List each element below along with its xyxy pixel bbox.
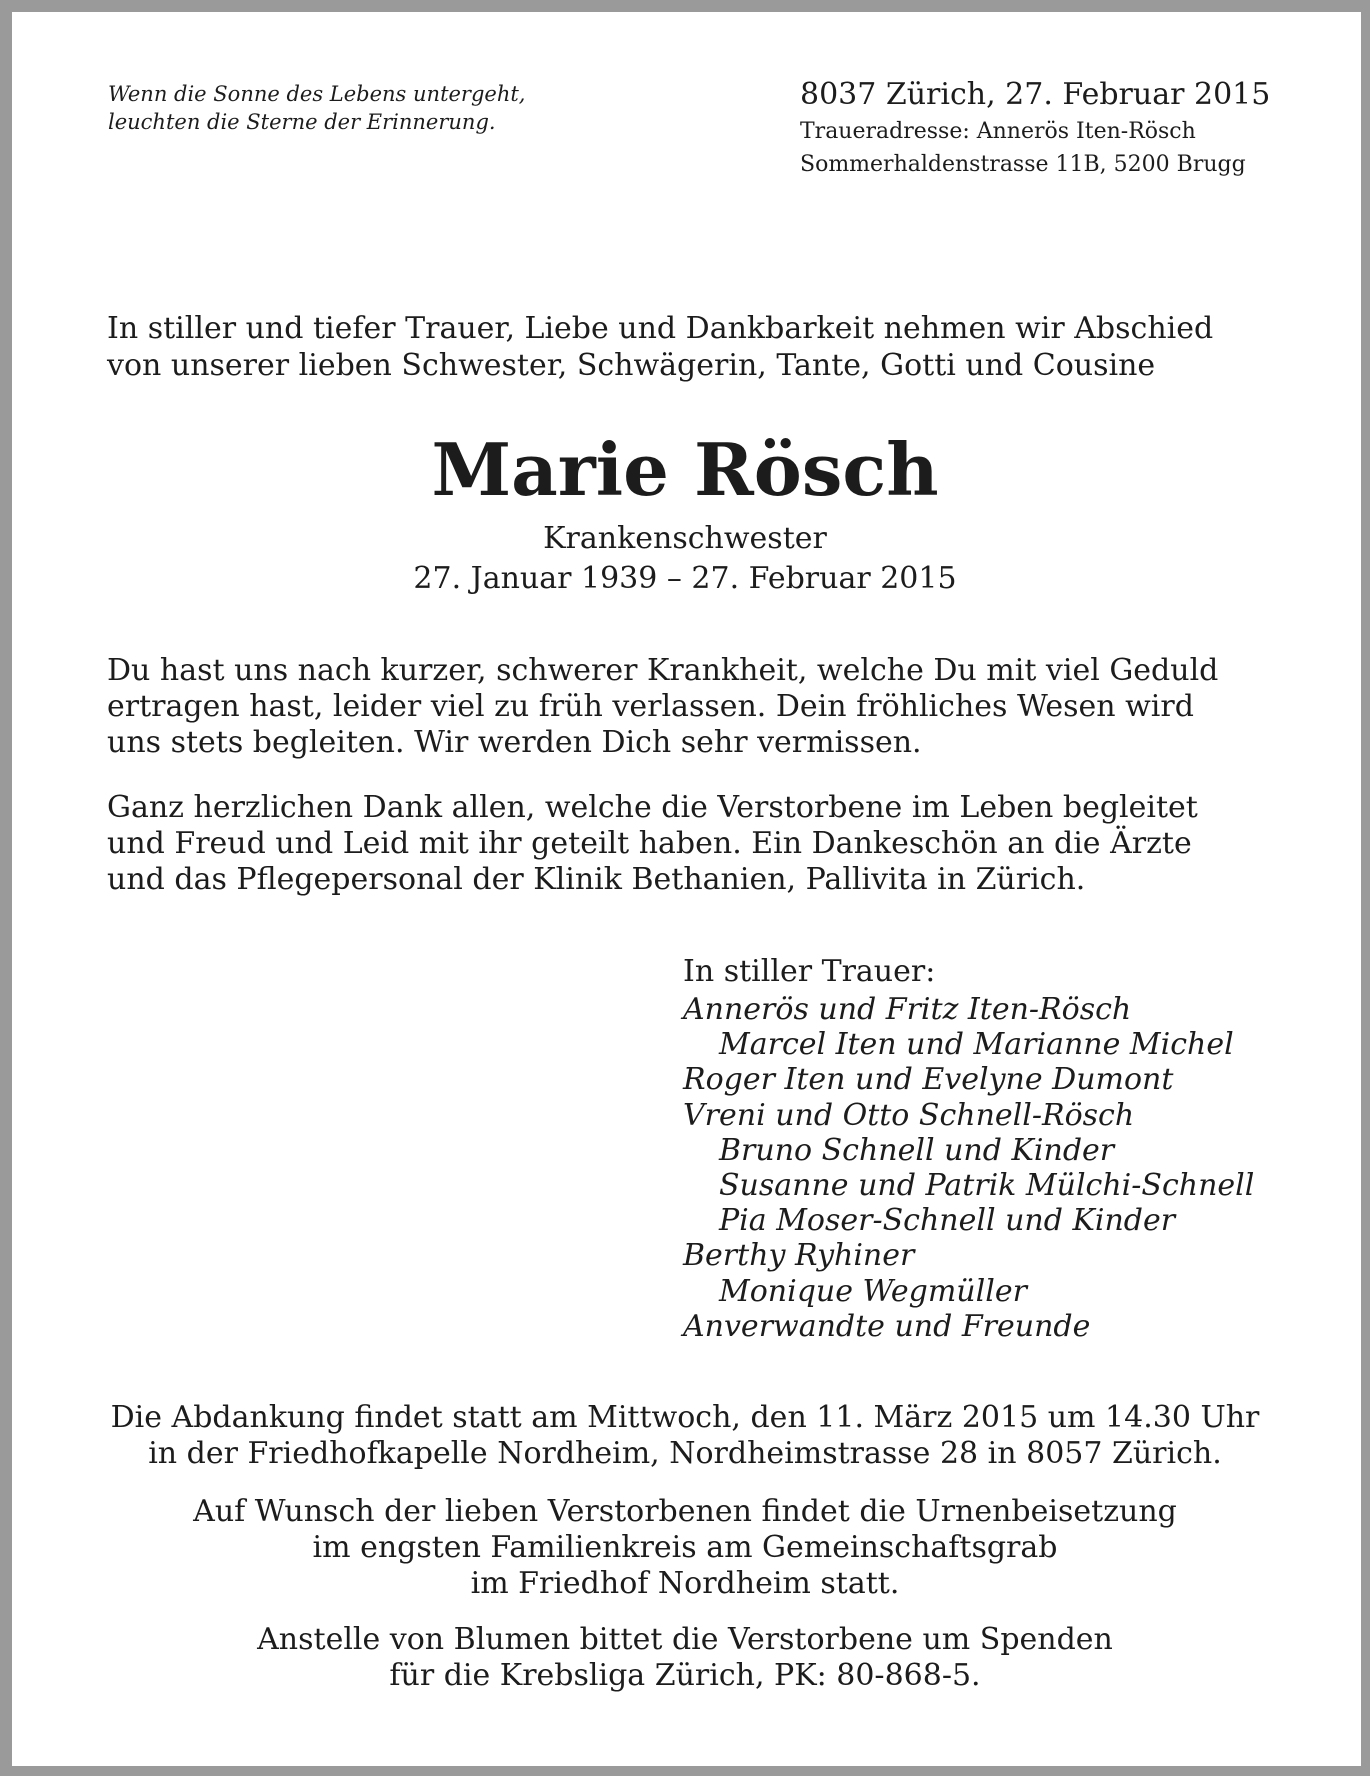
intro-line: In stiller und tiefer Trauer, Liebe und Dankbarkeit nehmen wir Abschied — [107, 311, 1214, 346]
thanks-line: und Freud und Leid mit ihr geteilt haben. Ein Dankeschön an die Ärzte — [107, 826, 1192, 861]
mourners-heading: In stiller Trauer: — [683, 954, 936, 989]
motto-line: Wenn die Sonne des Lebens untergeht, — [108, 82, 526, 106]
donation-line: Anstelle von Blumen bittet die Verstorbene um Spenden — [257, 1622, 1113, 1657]
mourner-entry: Berthy Ryhiner — [683, 1238, 915, 1274]
header-address-block — [800, 75, 1270, 181]
farewell-message — [107, 653, 1218, 761]
intro-text — [107, 310, 1213, 384]
mourner-entry: Roger Iten und Evelyne Dumont — [683, 1062, 1174, 1098]
mourner-entry: Vreni und Otto Schnell-Rösch — [683, 1097, 1135, 1133]
burial-info — [0, 1494, 1370, 1602]
mourner-entry: Susanne und Patrik Mülchi-Schnell — [719, 1168, 1255, 1204]
mourner-entry: Monique Wegmüller — [719, 1273, 1027, 1309]
ceremony-line: Die Abdankung findet statt am Mittwoch, den 11. März 2015 um 14.30 Uhr — [110, 1400, 1260, 1435]
mourning-address-street: Sommerhaldenstrasse 11B, 5200 Brugg — [800, 152, 1246, 177]
mourner-entry: Annerös und Fritz Iten-Rösch — [683, 992, 1132, 1027]
thanks-line: und das Pflegepersonal der Klinik Bethanien, Pallivita in Zürich. — [107, 862, 1086, 897]
message-line: ertragen hast, leider viel zu früh verlassen. Dein fröhliches Wesen wird — [107, 689, 1194, 724]
burial-line: Auf Wunsch der lieben Verstorbenen findet die Urnenbeisetzung — [193, 1494, 1177, 1529]
motto-line: leuchten die Sterne der Erinnerung. — [108, 110, 496, 134]
thanks-line: Ganz herzlichen Dank allen, welche die Verstorbene im Leben begleitet — [107, 790, 1198, 825]
thanks-message — [107, 790, 1198, 898]
ceremony-line: in der Friedhofkapelle Nordheim, Nordheimstrasse 28 in 8057 Zürich. — [148, 1436, 1222, 1471]
mourning-address: Traueradresse: Annerös Iten-Rösch — [800, 119, 1196, 144]
mourner-entry: Bruno Schnell und Kinder — [719, 1132, 1115, 1168]
deceased-name: Marie Rösch — [431, 427, 939, 512]
burial-line: im Friedhof Nordheim statt. — [470, 1566, 900, 1601]
motto-quote — [108, 80, 525, 136]
deceased-profession: Krankenschwester — [543, 521, 827, 556]
message-line: Du hast uns nach kurzer, schwerer Krankheit, welche Du mit viel Geduld — [107, 653, 1219, 688]
mourner-entry: Marcel Iten und Marianne Michel — [719, 1027, 1234, 1063]
mourners-list — [683, 992, 1254, 1344]
intro-line: von unserer lieben Schwester, Schwägerin, Tante, Gotti und Cousine — [107, 348, 1156, 383]
donation-line: für die Krebsliga Zürich, PK: 80-868-5. — [389, 1658, 981, 1693]
ceremony-info — [0, 1400, 1370, 1472]
mourner-entry: Anverwandte und Freunde — [683, 1308, 1091, 1344]
mourner-entry: Pia Moser-Schnell und Kinder — [719, 1203, 1176, 1239]
deceased-lifespan: 27. Januar 1939 – 27. Februar 2015 — [413, 561, 957, 596]
donation-info — [0, 1622, 1370, 1694]
mourners-block — [683, 952, 1254, 1344]
place-date: 8037 Zürich, 27. Februar 2015 — [800, 77, 1271, 112]
message-line: uns stets begleiten. Wir werden Dich sehr vermissen. — [107, 725, 922, 760]
burial-line: im engsten Familienkreis am Gemeinschaftsgrab — [312, 1530, 1058, 1565]
